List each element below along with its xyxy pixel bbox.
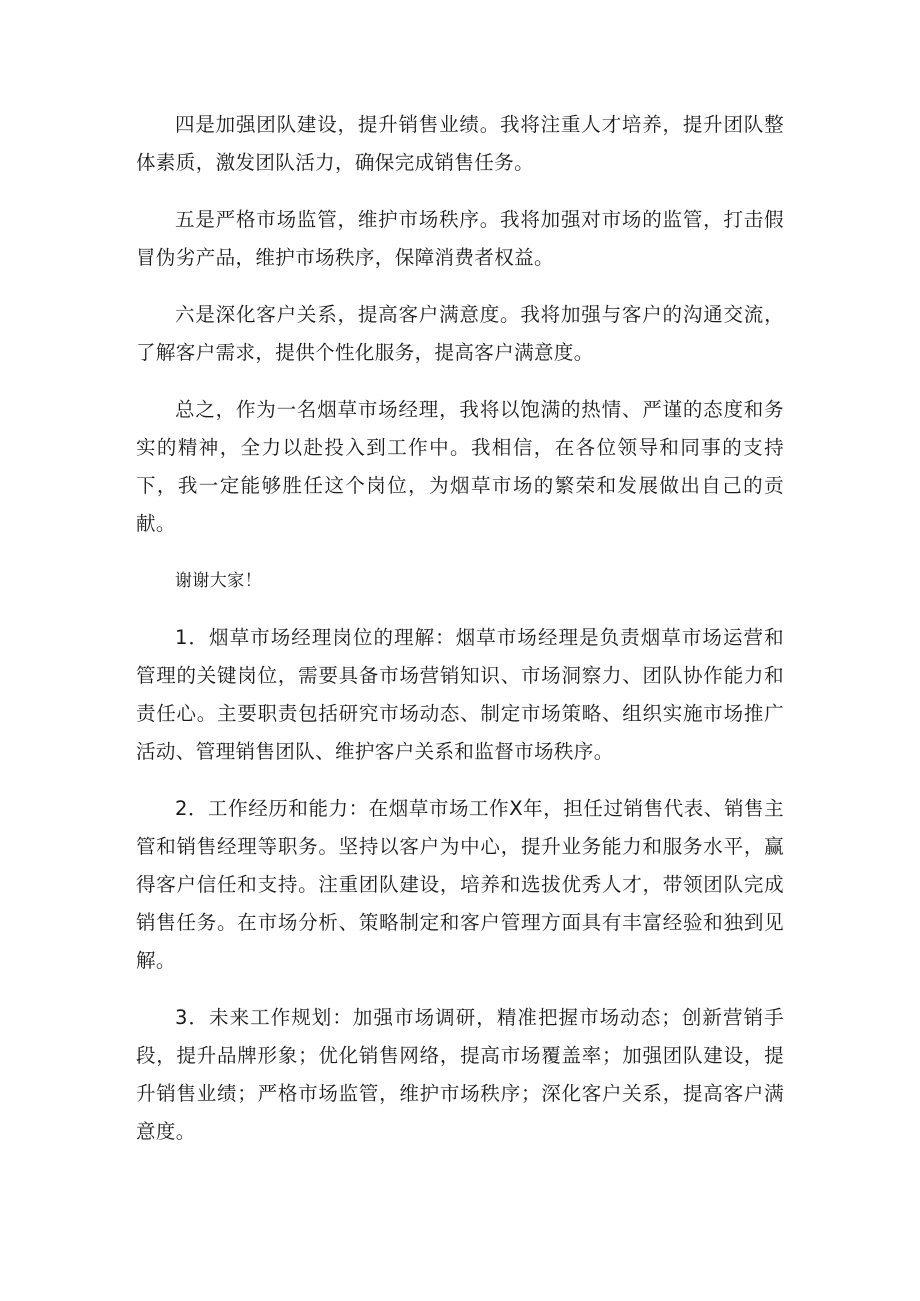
paragraph-role-understanding: 1．烟草市场经理岗位的理解：烟草市场经理是负责烟草市场运营和管理的关键岗位，需要具备市场营销知识、市场洞察力、团队协作能力和责任心。主要职责包括研究市场动态、制定市场策略、组织实施市场推广活动、管理销售团队、维护客户关系和监督市场秩序。 [136,626,784,763]
paragraph-work-experience: 2．工作经历和能力：在烟草市场工作X年，担任过销售代表、销售主管和销售经理等职务。坚持以客户为中心，提升业务能力和服务水平，赢得客户信任和支持。注重团队建设，培养和选拔优秀人才，带领团队完成销售任务。在市场分析、策略制定和客户管理方面具有丰富经验和独到见解。 [136,797,784,972]
paragraph-thanks: 谢谢大家！ [175,571,262,591]
document-body [136,106,784,1170]
paragraph-team-building: 四是加强团队建设，提升销售业绩。我将注重人才培养，提升团队整体素质，激发团队活力，确保完成销售任务。 [136,113,784,174]
paragraph-conclusion: 总之，作为一名烟草市场经理，我将以饱满的热情、严谨的态度和务实的精神，全力以赴投入到工作中。我相信，在各位领导和同事的支持下，我一定能够胜任这个岗位，为烟草市场的繁荣和发展做出自己的贡献。 [136,398,784,535]
paragraph-customer-relations: 六是深化客户关系，提高客户满意度。我将加强与客户的沟通交流，了解客户需求，提供个性化服务，提高客户满意度。 [136,303,784,364]
paragraph-future-plan: 3．未来工作规划：加强市场调研，精准把握市场动态；创新营销手段，提升品牌形象；优化销售网络，提高市场覆盖率；加强团队建设，提升销售业绩；严格市场监管，维护市场秩序；深化客户关系，提高客户满意度。 [136,1006,784,1143]
paragraph-market-supervision: 五是严格市场监管，维护市场秩序。我将加强对市场的监管，打击假冒伪劣产品，维护市场秩序，保障消费者权益。 [136,208,784,269]
